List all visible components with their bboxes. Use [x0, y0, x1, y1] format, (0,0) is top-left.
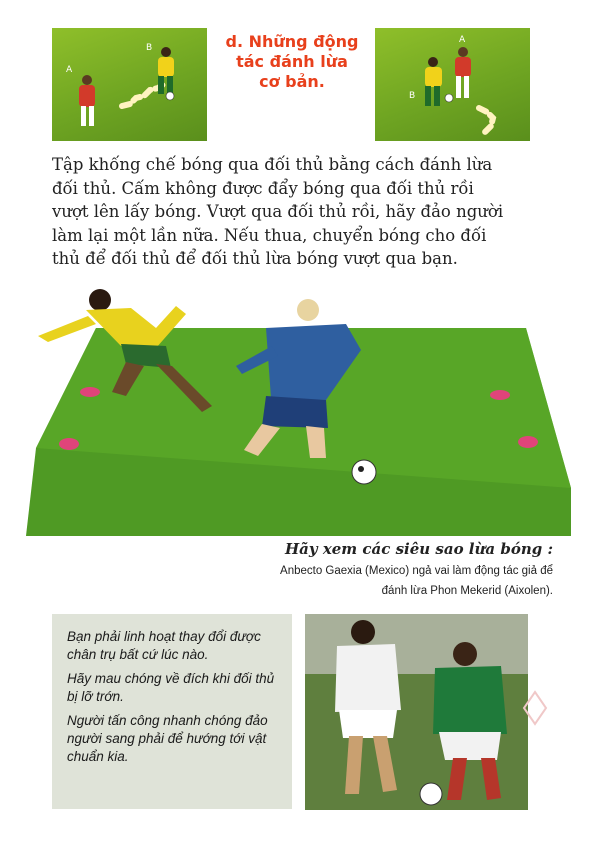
- diagram-thumbnail-left: [52, 28, 207, 141]
- body-paragraph: [52, 153, 552, 271]
- body-line: đối thủ. Cấm không được đẩy bóng qua đối thủ rồi: [52, 178, 474, 198]
- caption-line: Anbecto Gaexia (Mexico) ngả vai làm động tác giả để: [280, 565, 553, 577]
- body-line: làm lại một lần nữa. Nếu thua, chuyển bóng cho đối: [52, 225, 487, 245]
- section-title-line: d. Những động: [225, 32, 359, 51]
- diagram-label-b: B: [409, 91, 416, 101]
- page-corner-mark: [522, 690, 548, 726]
- diagram-label-a: A: [459, 35, 466, 45]
- section-title: [212, 32, 372, 92]
- body-line: thủ để đối thủ để đối thủ lừa bóng vượt qua bạn.: [52, 249, 458, 268]
- tip-text: Người tấn công nhanh chóng đảo người sang phải để hướng tới vật chuẩn kia.: [67, 713, 268, 764]
- diagram-label-b: B: [146, 43, 153, 53]
- body-line: Tập khống chế bóng qua đối thủ bằng cách đánh lừa: [52, 155, 493, 174]
- caption-line: đánh lừa Phon Mekerid (Aixolen).: [381, 585, 553, 597]
- match-photo: [305, 614, 528, 810]
- player-diagram-left: [52, 28, 207, 141]
- section-title-line: tác đánh lừa: [236, 52, 348, 71]
- caption-title: Hãy xem các siêu sao lừa bóng :: [284, 540, 553, 558]
- tip-text: Hãy mau chóng về đích khi đối thủ bị lỡ trớn.: [67, 671, 275, 704]
- training-photo: [26, 288, 571, 536]
- tip-text: Bạn phải linh hoạt thay đổi được chân trụ bất cứ lúc nào.: [67, 629, 261, 662]
- section-title-line: cơ bản.: [259, 72, 325, 91]
- tips-box: [52, 614, 292, 809]
- diagram-thumbnail-right: [375, 28, 530, 141]
- body-line: vượt lên lấy bóng. Vượt qua đối thủ rồi, hãy đảo người: [52, 202, 504, 221]
- player-diagram-right: [375, 28, 530, 141]
- diagram-label-a: A: [66, 65, 73, 75]
